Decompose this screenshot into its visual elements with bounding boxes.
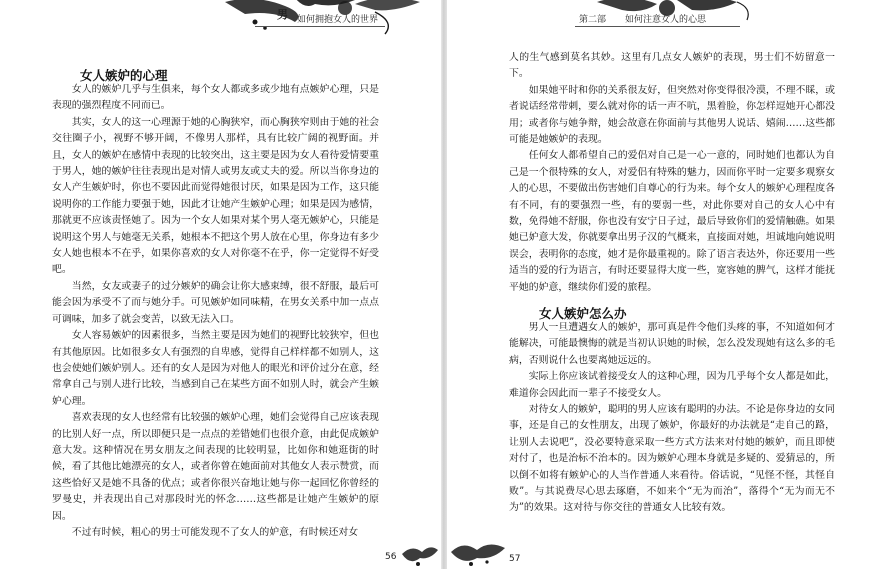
paragraph: 女人的嫉妒几乎与生俱来，每个女人都或多或少地有点嫉妒心理，只是表现的强烈程度不同而已。 [52,84,379,112]
right-page [447,0,884,569]
paragraph: 任何女人都希望自己的爱侣对自己是一心一意的，同时她们也都认为自己是一个很特殊的女人，对爱侣有特殊的魅力，因而你平时一定要多观察女人的心思，不要做出伤害她们自尊心的行为来。每个女人的嫉妒心理程度各有不同，有的要强烈一些，有的要弱一些，对此你要对自己的女人心中有数，免得她不舒服，你也没有安宁日子过，最后导致你们的爱情触礁。如果她已妒意大发，你就要拿出男子汉的气概来，直接面对她，坦诚地向她说明误会，表明你的态度，她才是你最重视的。除了语言表达外，你还要用一些适当的爱的行为语言，有时还要显得大度一些，宽容她的脾气，这样才能抚平她的妒意，继续你们爱的旅程。 [509,150,835,293]
header-rule [255,26,385,27]
header-chapter-char: 男 [277,8,288,21]
left-page [0,0,441,569]
header-part-label: 第二部 [579,15,607,25]
right-body-text-bottom [509,320,835,517]
paragraph: 女人容易嫉妒的因素很多，当然主要是因为她们的视野比较狭窄，但也有其他原因。比如很多女人有强烈的自卑感，觉得自己样样都不如别人，这也会使她们嫉妒别人。还有的女人是因为对他人的眼光和评价过分在意，经常拿自己与别人进行比较，当感到自己在某些方面不如别人时，就会产生嫉妒心理。 [52,330,379,407]
header-rule [575,26,740,27]
paragraph: 喜欢表现的女人也经常有比较强的嫉妒心理，她们会觉得自己应该表现的比别人好一点，所以即便只是一点点的差错她们也很介意，由此促成嫉妒意大发。这种情况在男女朋友之间表现的比较明显，比如你和她逛街的时候，看了其他比她漂亮的女人，或者你曾在她面前对其他女人表示赞赏，而这些恰好又是她不具备的优点；或者你很兴奋地让她与你一起回忆你曾经的罗曼史，并表现出自己对那段时光的怀念……这些都是让她产生嫉妒的原因。 [52,412,379,522]
header-title: 如何拥抱女人的世界 [297,15,379,25]
ink-flower-footer-icon [400,540,440,569]
header-title: 如何注意女人的心思 [625,15,707,25]
paragraph: 不过有时候，粗心的男士可能发现不了女人的妒意，有时候还对女 [71,526,359,538]
paragraph: 如果她平时和你的关系很友好，但突然对你变得很冷漠，不理不睬，或者说话经常带刺，要么就对你的话一声不吭，黑着脸，你怎样逗她开心都没用；或者你与她争辩，她会故意在你面前与其他男人说话、嬉闹……这些都可能是她嫉妒的表现。 [509,84,835,146]
paragraph: 对待女人的嫉妒，聪明的男人应该有聪明的办法。不论是你身边的女同事，还是自己的女性朋友，出现了嫉妒，你最好的办法就是“走自己的路，让别人去说吧”，没必要特意采取一些方式方法来对付她的嫉妒，而且即使对付了，也是治标不治本的。因为嫉妒心理本身就是多疑的、爱猜忌的，所以倒不如将有嫉妒心的人当作普通人来看待。俗话说，“见怪不怪，其怪自败”。与其说费尽心思去琢磨，不如来个“无为而治”，落得个“无为而无不为”的效果。这对待与你交往的普通女人比较有效。 [509,404,835,514]
paragraph: 实际上你应该试着接受女人的这种心理，因为几乎每个女人都是如此，难道你会因此而一辈子不接受女人。 [509,371,835,399]
left-body-text [52,82,379,541]
right-body-text-top [509,50,835,296]
paragraph: 其实，女人的这一心理源于她的心胸狭窄，而心胸狭窄则由于她的社会交往圈子小，视野不够开阔，不像男人那样，具有比较广阔的视野面。并且，女人的嫉妒在感情中表现的比较突出，这主要是因为女人看待爱情要重于男人，她的嫉妒往往表现出是对情人或男友或丈夫的爱。所以当你身边的女人产生嫉妒时，你也不要因此而觉得她很讨厌，如果是因为工作，这只能说明你的工作能力要强于她，因此才让她产生嫉妒心理；如果是因为感情，那就更不应该责怪她了。因为一个女人如果对某个男人毫无嫉妒心，只能是说明这个男人与她毫无关系，她根本不把这个男人放在心里，你身边有多少女人她也根本不在乎，如果你喜欢的女人对你毫不在乎，你一定觉得不好受吧。 [52,116,379,276]
section-heading: 女人嫉妒的心理 [80,68,168,83]
page-number: 57 [509,554,521,564]
page-number: 56 [385,552,397,562]
paragraph: 人的生气感到莫名其妙。这里有几点女人嫉妒的表现，男士们不妨留意一下。 [509,52,835,80]
section-heading: 女人嫉妒怎么办 [539,306,627,321]
ink-flower-footer-icon [447,536,509,569]
paragraph: 当然，女友或妻子的过分嫉妒的确会让你大感束缚，很不舒服，最后可能会因为承受不了而与她分手。可见嫉妒如同味精，在男女关系中加一点点可调味，加多了就会变苦，以致无法入口。 [52,280,379,325]
paragraph: 男人一旦遭遇女人的嫉妒，那可真是件令他们头疼的事，不知道如何才能解决，可能最懊悔的就是当初认识她的时候，怎么没发现她有这么多的毛病，否则说什么也要离她远远的。 [509,322,835,366]
